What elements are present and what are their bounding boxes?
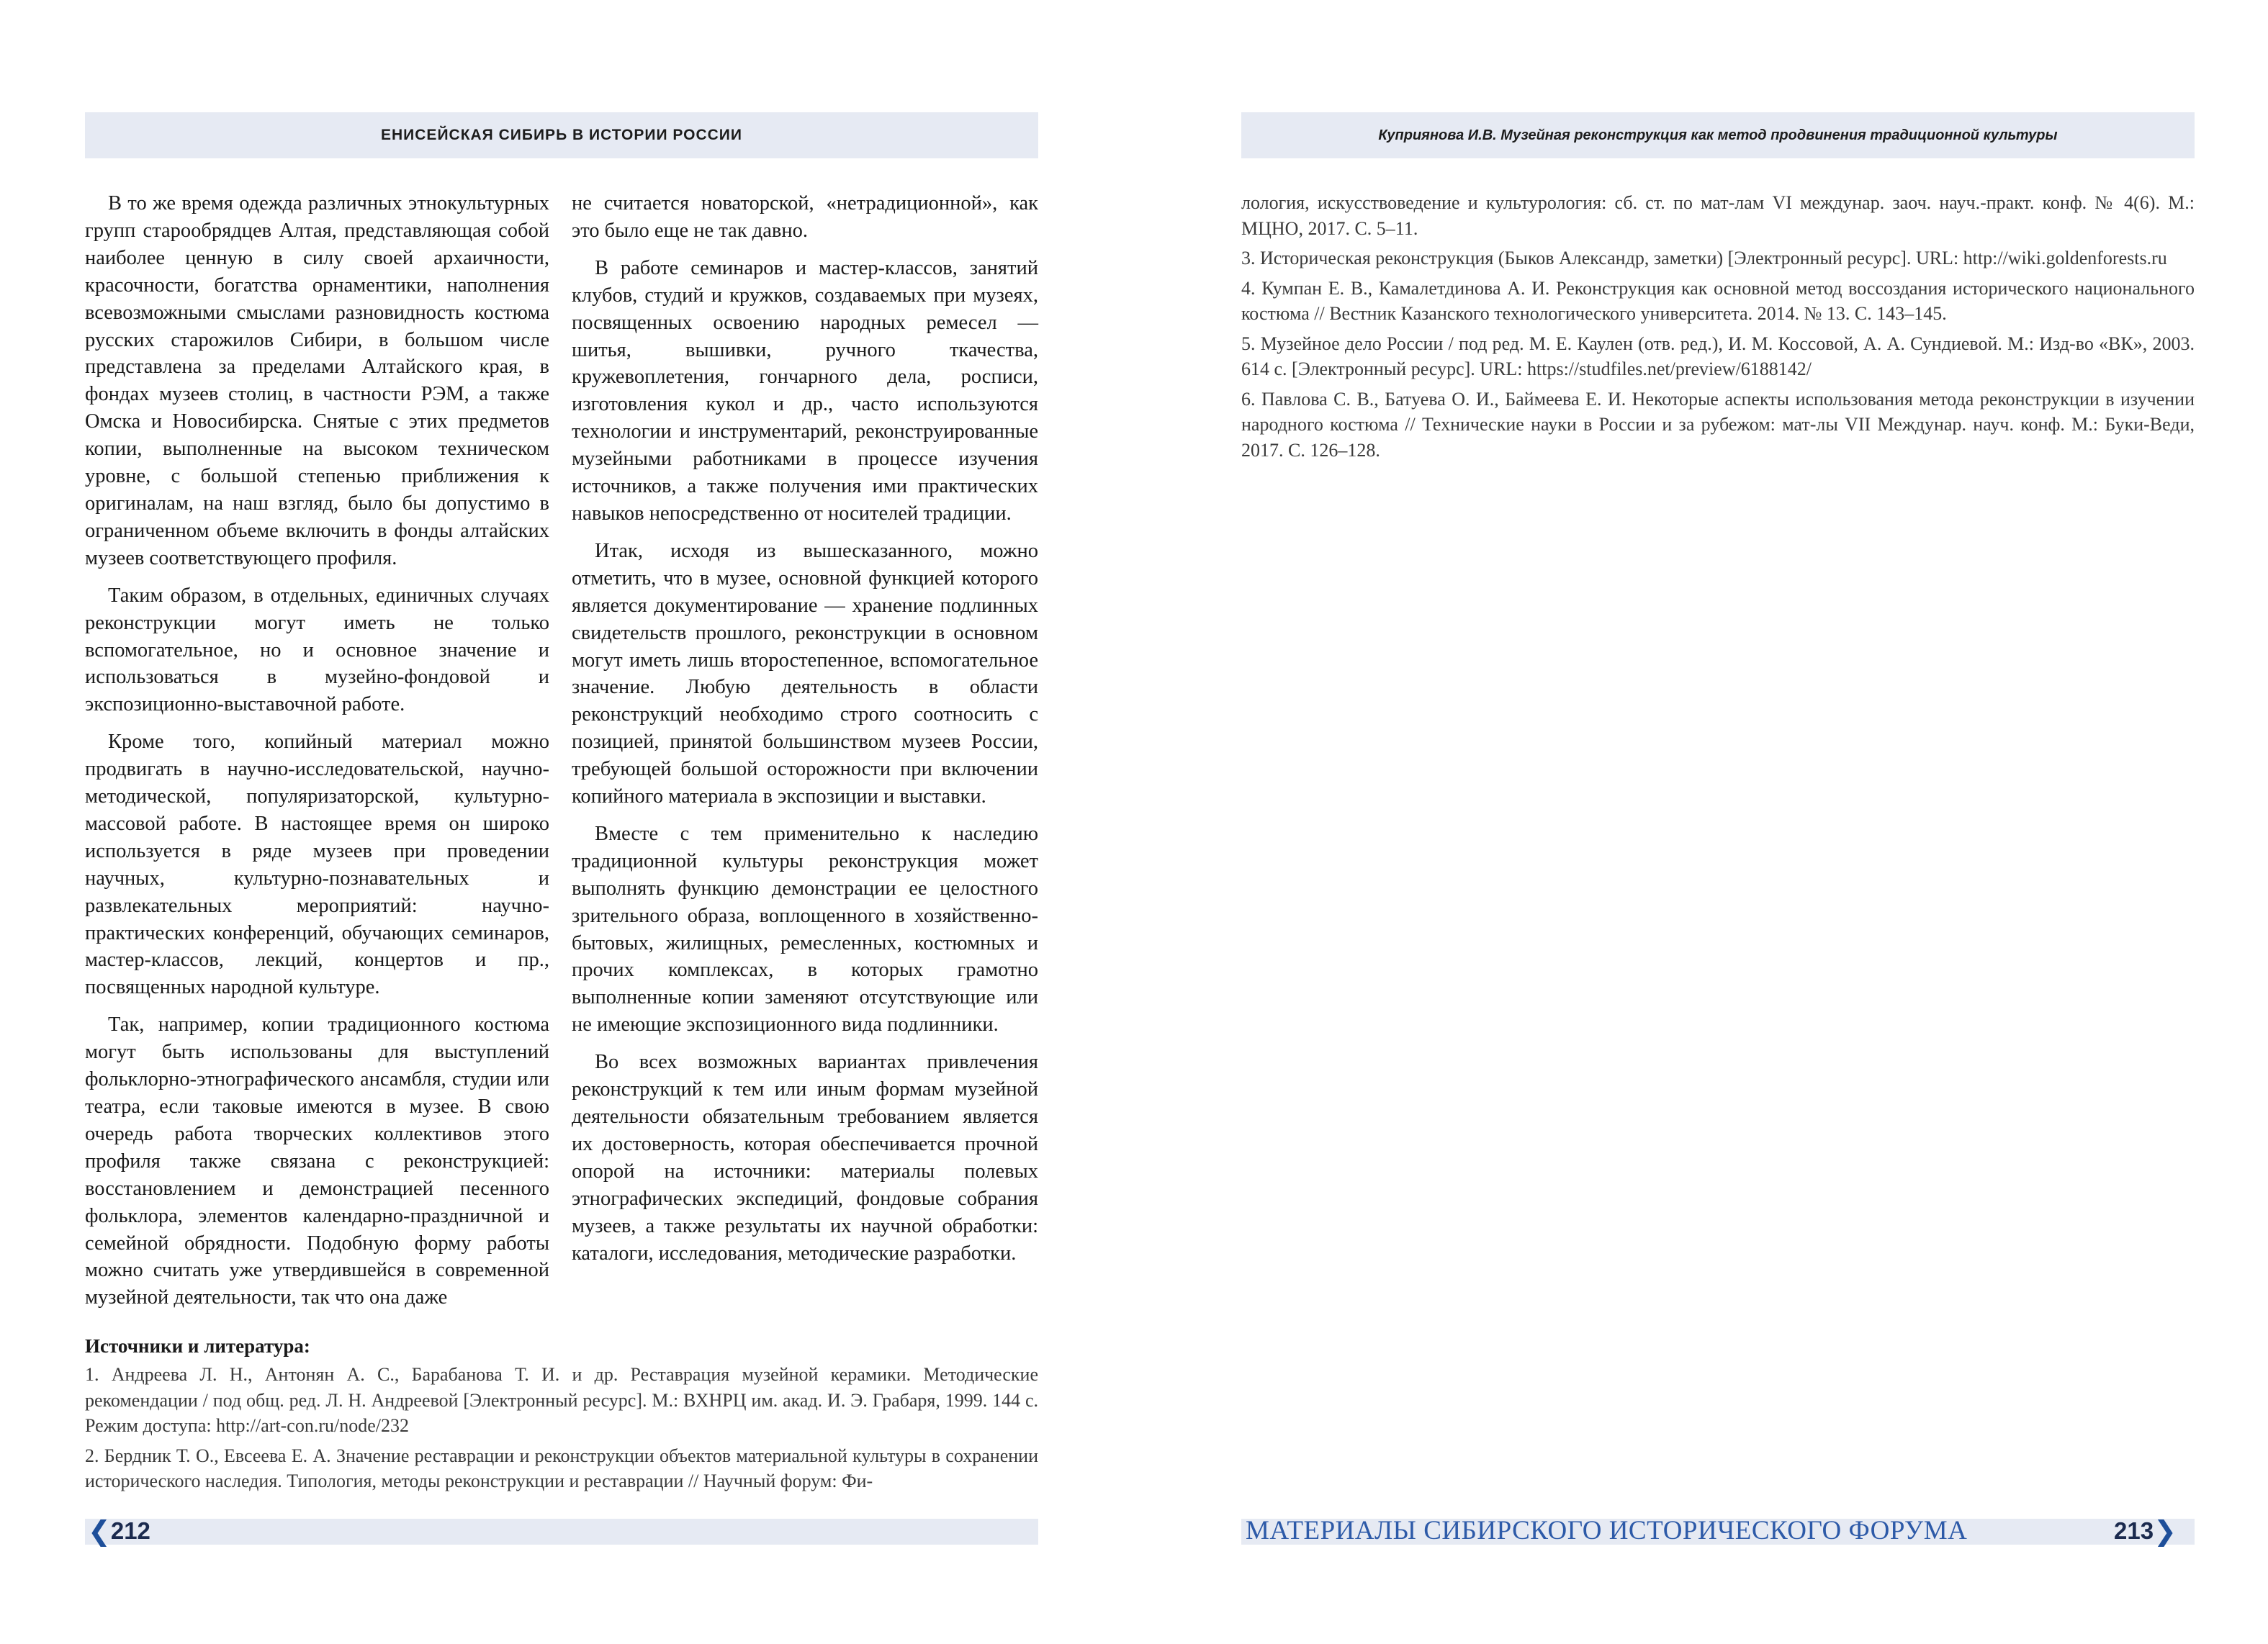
- chevron-left-icon: ❮: [88, 1516, 111, 1547]
- paragraph: В работе семинаров и мастер-классов, занятий клубов, студий и кружков, создаваемых при музеях, посвященных освоению народных ремесел — шитья, вышивки, ручного ткачества, кружевоплетения, гончарного дела, росписи, изготовления кукол и др., часто используются технологии и инструментарий, реконструированные музейными работниками в процессе изучения источников, а также получения ими практических навыков непосредственно от носителей традиции.: [572, 256, 1038, 525]
- reference-item: лология, искусствоведение и культурология: сб. ст. по мат-лам VI междунар. заоч. науч.-практ. конф. № 4(6). М.: МЦНО, 2017. С. 5–11.: [1241, 192, 2195, 239]
- reference-item: 1. Андреева Л. Н., Антонян А. С., Барабанова Т. И. и др. Реставрация музейной керамики. Методические рекомендации / под общ. ред. Л. Н. Андреевой [Электронный ресурс]. М.: ВХНРЦ им. акад. И. Э. Грабаря, 1999. 144 с. Режим доступа: http://art-con.ru/node/232: [85, 1364, 1038, 1436]
- paragraph: Кроме того, копийный материал можно продвигать в научно-исследовательской, научно-методической, популяризаторской, культурно-массовой работе. В настоящее время он широко используется в ряде музеев при проведении научных, культурно-познавательных и развлекательных мероприятий: научно-практических конференций, обучающих семинаров, мастер-классов, лекций, концертов и пр., посвященных народной культуре.: [85, 731, 549, 999]
- paragraph: Так, например, копии традиционного костюма могут быть использованы для выступлений фольклорно-этнографического ансамбля, студии или театра, если таковые имеются в музее. В свою очередь работа творческих коллективов этого профиля также связана с реконструкцией: восстановлением и демонстрацией песенного фольклора, элементов календарно-праздничной и семейной обрядности. Подобную форму работы можно считать уже утвердившейся в современной музейной деятельности, так что она даже: [85, 1013, 549, 1309]
- running-header-right-text: Куприянова И.В. Музейная реконструкция как метод продвинения традиционной культуры: [1378, 127, 2058, 143]
- reference-item: 5. Музейное дело России / под ред. М. Е. Каулен (отв. ред.), И. М. Коссовой, А. А. Сундиевой. М.: Изд-во «ВК», 2003. 614 с. [Электронный ресурс]. URL: https://studfiles.net/preview/6188142/: [1241, 333, 2195, 379]
- page-number-right-text: 213: [2114, 1517, 2154, 1544]
- text-column-2: [572, 190, 1038, 1277]
- chevron-right-icon: ❯: [2154, 1516, 2177, 1547]
- running-header-left: [85, 112, 1038, 158]
- journal-title: МАТЕРИАЛЫ СИБИРСКОГО ИСТОРИЧЕСКОГО ФОРУМА: [1246, 1516, 1968, 1545]
- footer-bar-left: [85, 1519, 1038, 1545]
- references-section: [85, 1333, 1038, 1499]
- references-continued: [1241, 190, 2195, 467]
- page-number-left-text: 212: [110, 1517, 150, 1544]
- page-number-right: [2114, 1514, 2177, 1548]
- page-number-left: [88, 1514, 150, 1548]
- running-header-right: [1241, 112, 2195, 158]
- reference-item: 2. Бердник Т. О., Евсеева Е. А. Значение реставрации и реконструкции объектов материальной культуры в сохранении исторического наследия. Типология, методы реконструкции и реставрации // Научный форум: Фи-: [85, 1445, 1038, 1491]
- reference-item: 3. Историческая реконструкция (Быков Александр, заметки) [Электронный ресурс]. URL: http://wiki.goldenforests.ru: [1241, 248, 2167, 268]
- paragraph: В то же время одежда различных этнокультурных групп старообрядцев Алтая, представляющая собой наиболее ценную в силу своей архаичности, красочности, богатства орнаментики, наполнения всевозможными смыслами разновидность костюма русских старожилов Сибири, в большом числе представлена за пределами Алтайского края, в фондах музеев столиц, в частности РЭМ, а также Омска и Новосибирска. Снятые с этих предметов копии, выполненные на высоком техническом уровне, с большой степенью приближения к оригиналам, на наш взгляд, было бы допустимо в ограниченном объеме включить в фонды алтайских музеев соответствующего профиля.: [85, 192, 549, 569]
- paragraph: не считается новаторской, «нетрадиционной», как это было еще не так давно.: [572, 192, 1038, 242]
- paragraph: Во всех возможных вариантах привлечения реконструкций к тем или иным формам музейной деятельности обязательным требованием является их достоверность, которая обеспечивается прочной опорой на источники: материалы полевых этнографических экспедиций, фондовые собрания музеев, а также результаты их научной обработки: каталоги, исследования, методические разработки.: [572, 1051, 1038, 1265]
- paragraph: Вместе с тем применительно к наследию традиционной культуры реконструкция может выполнять функцию демонстрации ее целостного зрительного образа, воплощенного в хозяйственно-бытовых, жилищных, ремесленных, костюмных и прочих комплексах, в которых грамотно выполненные копии заменяют отсутствующие или не имеющие экспозиционного вида подлинники.: [572, 822, 1038, 1036]
- reference-item: 4. Кумпан Е. В., Камалетдинова А. И. Реконструкция как основной метод воссоздания исторического национального костюма // Вестник Казанского технологического университета. 2014. № 13. С. 143–145.: [1241, 277, 2195, 324]
- text-column-1: [85, 190, 549, 1322]
- paragraph: Таким образом, в отдельных, единичных случаях реконструкции могут иметь не только вспомогательное, но и основное значение и использоваться в музейно-фондовой и экспозиционно-выставочной работе.: [85, 584, 549, 716]
- running-header-left-text: ЕНИСЕЙСКАЯ СИБИРЬ В ИСТОРИИ РОССИИ: [381, 127, 742, 143]
- references-title: Источники и литература:: [85, 1335, 310, 1357]
- reference-item: 6. Павлова С. В., Батуева О. И., Баймеева Е. И. Некоторые аспекты использования метода реконструкции в изучении народного костюма // Технические науки в России и за рубежом: мат-лы VII Междунар. науч. конф. М.: Буки-Веди, 2017. С. 126–128.: [1241, 388, 2195, 461]
- paragraph: Итак, исходя из вышесказанного, можно отметить, что в музее, основной функцией которого является документирование — хранение подлинных свидетельств прошлого, реконструкции в основном могут иметь лишь второстепенное, вспомогательное значение. Любую деятельность в области реконструкций необходимо строго соотносить с позицией, принятой большинством музеев России, требующей большой осторожности при включении копийного материала в экспозиции и выставки.: [572, 539, 1038, 808]
